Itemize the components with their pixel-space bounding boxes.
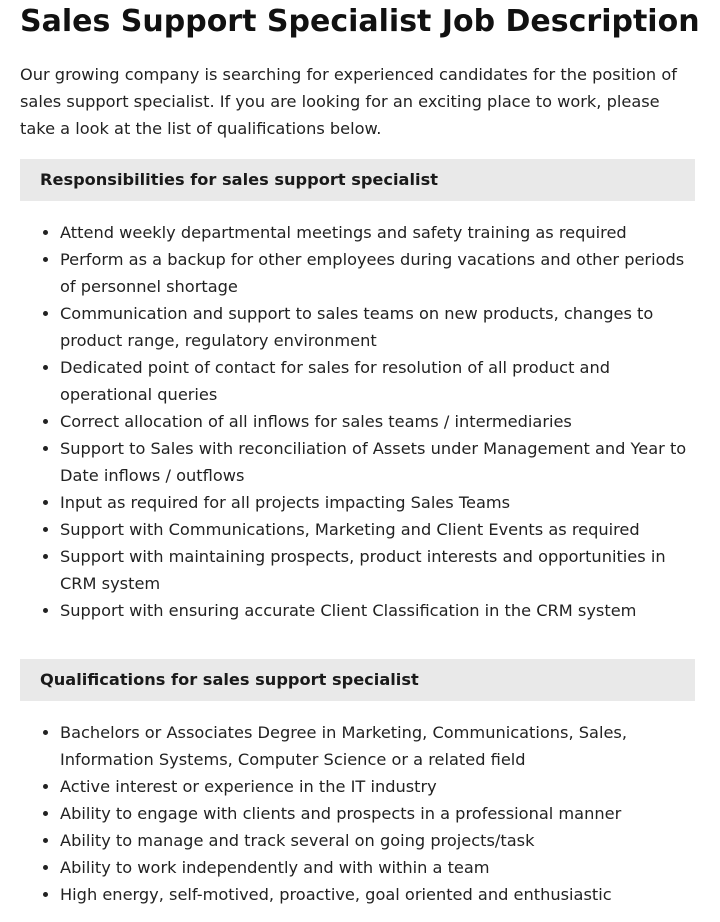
list-item: High energy, self-motived, proactive, goal oriented and enthusiastic [20, 881, 695, 908]
responsibilities-list [20, 219, 695, 624]
list-item: Correct allocation of all inflows for sales teams / intermediaries [20, 408, 695, 435]
section-spacer [20, 624, 695, 642]
responsibilities-header [20, 159, 695, 201]
intro-paragraph: Our growing company is searching for experienced candidates for the position of sales support specialist. If you are looking for an exciting place to work, please take a look at the list of qualifications below. [20, 65, 677, 138]
list-item: Input as required for all projects impacting Sales Teams [20, 489, 695, 516]
list-item: Support to Sales with reconciliation of Assets under Management and Year to Date inflows / outflows [20, 435, 695, 489]
list-item: Dedicated point of contact for sales for resolution of all product and operational queries [20, 354, 695, 408]
list-item: Support with Communications, Marketing and Client Events as required [20, 516, 695, 543]
page-title: Sales Support Specialist Job Description [20, 4, 700, 39]
list-item: Support with ensuring accurate Client Classification in the CRM system [20, 597, 695, 624]
qualifications-header [20, 659, 695, 701]
list-item: Support with maintaining prospects, product interests and opportunities in CRM system [20, 543, 695, 597]
responsibilities-heading: Responsibilities for sales support specialist [40, 170, 438, 189]
list-item: Communication and support to sales teams on new products, changes to product range, regulatory environment [20, 300, 695, 354]
list-item: Ability to engage with clients and prospects in a professional manner [20, 800, 695, 827]
list-item: Perform as a backup for other employees during vacations and other periods of personnel shortage [20, 246, 695, 300]
list-item: Active interest or experience in the IT industry [20, 773, 695, 800]
list-item: Bachelors or Associates Degree in Marketing, Communications, Sales, Information Systems, Computer Science or a related field [20, 719, 695, 773]
list-item: Ability to work independently and with within a team [20, 854, 695, 881]
list-item: Ability to manage and track several on going projects/task [20, 827, 695, 854]
list-item: Attend weekly departmental meetings and safety training as required [20, 219, 695, 246]
qualifications-heading: Qualifications for sales support specialist [40, 670, 419, 689]
qualifications-list [20, 719, 695, 908]
